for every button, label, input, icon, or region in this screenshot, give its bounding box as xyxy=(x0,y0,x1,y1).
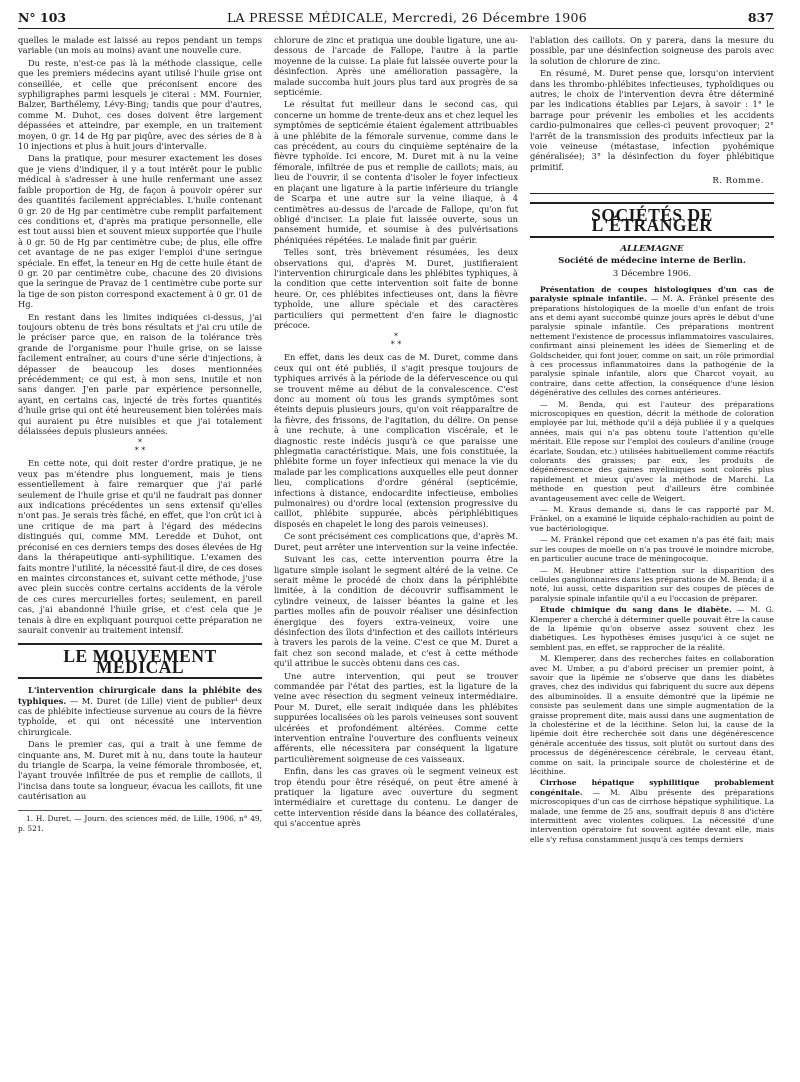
paragraph: l'ablation des caillots. On y parera, dans la mesure du possible, par une désinfection soigneuse des parois avec la solution de chlorure de zinc. xyxy=(530,35,774,66)
column-1 xyxy=(18,35,262,1075)
report-item: — M. Benda, qui est l'auteur des préparations microscopiques en question, décrit la méthode de coloration employée par lui, méthode qu'il a déjà publiée il y a quelques années, mais qui n'a pas obtenu toute l'attention qu'elle méritait. Elle repose sur l'emploi des couleurs d'aniline (rouge écarlate, Soudan, etc.) utilisées habituellement comme réactifs colorants des graisses; par eux, les produits de dégénérescence des gaines myéliniques sont colorés plus rapidement et mieux qu'avec la méthode de Marchi. La méthode en question peut d'ailleurs être combinée avantageusement avec celle de Weigert. xyxy=(530,399,774,503)
article-intro xyxy=(18,685,262,737)
report-title: Etude chimique du sang dans le diabète. xyxy=(540,605,732,615)
paragraph: Le résultat fut meilleur dans le second cas, qui concerne un homme de trente-deux ans et chez lequel les symptômes de septicémie étaient également attribuables à une phlébite de la fémorale survenue, comme dans le cas précédent, au cours du cinquième septénaire de la fièvre typhoïde. Ici encore, M. Duret mit à nu la veine fémorale, infiltrée de pus et remplie de caillots; mais, au lieu de l'ouvrir, il se contenta d'isoler le foyer infectieux en plaçant une ligature à la partie inférieure du triangle de Scarpa et une autre sur la veine iliaque, à 4 centimètres au-dessus de l'arcade de Fallope, qu'on fut obligé d'inciser. La plaie fut laissée ouverte, sous un pansement humide, et soumise à des pulvérisations phéniquées répétées. Le malade finit par guérir. xyxy=(274,99,518,245)
report-item: — M. Heubner attire l'attention sur la disparition des cellules ganglionnaires dans les préparations de M. Benda; il a noté, lui aussi, cette disparition sur des coupes de pièces de paralysie spinale infantile qu'il a eu l'occasion de préparer. xyxy=(530,565,774,603)
article-lead: — M. Duret (de Lille) vient de publier¹ deux cas de phlébite infectieuse survenue au cours de la fièvre typhoïde, et qui ont nécessité une intervention chirurgicale. xyxy=(18,695,262,737)
report-title: Présentation de coupes histologiques d'un cas de paralysie spinale infantile. xyxy=(530,284,774,304)
asterism-divider: * * * xyxy=(390,332,402,350)
page-folio: 837 xyxy=(747,10,774,25)
footnote: 1. H. Duret. — Journ. des sciences méd. de Lille, 1906, n° 49, p. 521. xyxy=(18,810,262,835)
report-item: M. Klemperer, dans des recherches faites en collaboration avec M. Umber, a pu d'abord préciser un premier point, à savoir que la lipémie ne s'observe que dans les diabètes graves, chez des individus qui fabriquent du sucre aux dépens des albuminoïdes. Il a ensuite démontré que la lipémie ne consiste pas seulement dans une simple augmentation de la graisse proprement dite, mais aussi dans une augmentation de la cholestérine et de la lécithine. Selon lui, la cause de la lipémie doit être recherchée soit dans une dégénérescence générale accentuée des tissus, soit plutôt ou surtout dans des processus de dégénérescence cérébrale, le cerveau étant, comme on sait, la principale source de cholestérine et de lécithine. xyxy=(530,654,774,777)
report-item: Présentation de coupes histologiques d'un cas de paralysie spinale infantile. — M. A. Fränkel présente des préparations histologiques de la moelle d'un enfant de trois ans et demi ayant succombé quinze jours après le début d'une paralysie spinale infantile. Ces préparations montrent nettement l'existence de processus inflammatoires vasculaires, confirmant ainsi pleinement les idées de Siemerling et de Goldscheider, qui font jouer, comme on sait, un rôle primordial à ces processus inflammatoires dans la pathogénie de la paralysie spinale infantile, alors que Charcot voyait, au contraire, dans cette affection, la conséquence d'une lésion dégénérative des cellules des cornes antérieures. xyxy=(530,284,774,398)
paragraph: Ce sont précisément ces complications que, d'après M. Duret, peut arrêter une intervention sur la veine infectée. xyxy=(274,531,518,552)
article-title: L'intervention chirurgicale dans la phlébite des typhiques. xyxy=(18,685,262,706)
paragraph: Suivant les cas, cette intervention pourra être la ligature simple isolant le segment altéré de la veine. Ce serait même le procédé de choix dans la périphlébite limitée, à la condition de découvrir suffisamment le cylindre veineux, de laisser béantes la gaine et les parties molles afin de pouvoir réaliser une désinfection énergique des foyers extra-veineux, voire une désinfection des îlots d'infection et des caillots intérieurs à travers les parois de la veine. C'est ce que M. Duret a fait chez son second malade, et c'est à cette méthode qu'il attribue le succès obtenu dans ces cas. xyxy=(274,554,518,669)
paragraph: En résumé, M. Duret pense que, lorsqu'on intervient dans les thrombo-phlébites infectieuses, typhoïdiques ou autres, le choix de l'intervention devra être déterminé par les indications établies par Lejars, à savoir : 1° le barrage pour prévenir les embolies et les accidents cardio-pulmonaires que celles-ci peuvent provoquer; 2° l'arrêt de la transmission des produits infectieux par la voie veineuse (métastase, infection pyohémique généralisée); 3° la désinfection du foyer phlébitique primitif. xyxy=(530,68,774,172)
section-heading-mouvement-medical: LE MOUVEMENT MÉDICAL xyxy=(18,643,262,679)
paragraph: Telles sont, très brièvement résumées, les deux observations qui, d'après M. Duret, justifieraient l'intervention chirurgicale dans les phlébites typhiques, à la condition que cette intervention soit faite de bonne heure. Or, ces phlébites infectieuses ont, dans la fièvre typhoïde, une allure spéciale et des caractères particuliers qui permettent d'en faire le diagnostic précoce. xyxy=(274,247,518,330)
paragraph: Du reste, n'est-ce pas là la méthode classique, celle que les premiers médecins ayant utilisé l'huile grise ont conseillée, et celle que préconisent encore des syphiligraphes parmi lesquels je citerai : MM. Fournier, Balzer, Barthélemy, Lévy-Bing; tandis que pour d'autres, comme M. Duhot, ces doses doivent être largement dépassées et atteindre, par exemple, en un traitement moyen, 0 gr. 14 de Hg par piqûre, avec des séries de 8 à 10 injections et plus à huit jours d'intervalle. xyxy=(18,57,262,152)
report-item: Etude chimique du sang dans le diabète. — M. G. Klemperer a cherché à déterminer quelle pouvait être la cause de la lipémie qu'on observe assez souvent chez les diabétiques. Les hypothèses émises jusqu'ici à ce sujet ne semblent pas, en effet, se rapprocher de la réalité. xyxy=(530,605,774,652)
column-3 xyxy=(530,35,774,1075)
running-header xyxy=(18,10,774,29)
rule-divider xyxy=(530,193,774,194)
paragraph: Dans la pratique, pour mesurer exactement les doses que je viens d'indiquer, il y a tout intérêt pour le public médical à s'adresser à une huile renfermant une assez faible proportion de Hg, de façon à pouvoir opérer sur des quantités facilement appréciables. L'huile contenant 0 gr. 20 de Hg par centimètre cube remplit parfaitement ces conditions et, d'après ma pratique personnelle, elle est tout aussi bien et souvent mieux supportée que l'huile à 0 gr. 50 de Hg par centimètre cube; de plus, elle offre cet avantage de ne pas exiger l'emploi d'une seringue spéciale. En effet, la teneur en Hg de cette huile étant de 0 gr. 20 par centimètre cube, chacune des 20 divisions que la seringue de Pravaz de 1 centimètre cube porte sur la tige de son piston correspond exactement à 0 gr. 01 de Hg. xyxy=(18,153,262,310)
paragraph: quelles le malade est laissé au repos pendant un temps variable (un mois au moins) avant une nouvelle cure. xyxy=(18,35,262,56)
report-title: Cirrhose hépatique syphilitique probablement congénitale. xyxy=(530,778,774,797)
paragraph: Enfin, dans les cas graves où le segment veineux est trop étendu pour être réséqué, on peut être amené à pratiquer la ligature avec ouverture du segment intermédiaire et curettage du contenu. Le danger de cette intervention réside dans la béance des collatérales, qui s'accentue après xyxy=(274,766,518,829)
author-signature: R. Romme. xyxy=(712,176,764,187)
paragraph: En cette note, qui doit rester d'ordre pratique, je ne veux pas m'étendre plus longuement, mais je tiens essentiellement à faire remarquer que j'ai parlé seulement de l'huile grise et qu'il ne faudrait pas donner aux indications précédentes un sens extensif qu'elles n'ont pas. Je serais très fâché, en effet, que l'on crût ici à une critique de ma part à l'égard des médecins distingués qui, comme MM. Leredde et Duhot, ont préconisé en ces derniers temps des doses élevées de Hg dans la thérapeutique anti-syphilitique. L'examen des faits montre l'utilité, la nécessité faut-il dire, de ces doses en maintes circonstances et, suivant cette méthode, j'use avec plein succès contre certains accidents de la vérole de ces cures mercurielles fortes; seulement, en pareil cas, j'ai abandonné l'huile grise, et c'est cela que je tenais à dire en expliquant pourquoi cette préparation ne saurait convenir au traitement intensif. xyxy=(18,458,262,635)
society-heading: Société de médecine interne de Berlin. xyxy=(558,255,746,266)
asterism-divider: * * * xyxy=(134,438,146,456)
paragraph: chlorure de zinc et pratiqua une double ligature, une au-dessous de l'arcade de Fallope, l'autre à la partie moyenne de la cuisse. La plaie fut laissée ouverte pour la désinfection. Après une amélioration passagère, la malade succomba huit jours plus tard aux progrès de sa septicémie. xyxy=(274,35,518,98)
paragraph: Dans le premier cas, qui a trait à une femme de cinquante ans, M. Duret mit à nu, dans toute la hauteur du triangle de Scarpa, la veine fémorale thrombosée, et, l'ayant trouvée infiltrée de pus et remplie de caillots, il l'incisa dans toute sa longueur, évacua les caillots, fit une cautérisation au xyxy=(18,739,262,802)
country-heading: ALLEMAGNE xyxy=(620,243,684,254)
session-date: 3 Décembre 1906. xyxy=(612,268,692,279)
report-item: — M. Fränkel répond que cet examen n'a pas été fait; mais sur les coupes de moelle on n'a pas trouvé le moindre microbe, en particulier aucune trace de méningocoque. xyxy=(530,535,774,564)
issue-number: N° 103 xyxy=(18,10,67,25)
paragraph: Une autre intervention, qui peut se trouver commandée par l'état des parties, est la ligature de la veine avec résection du segment veineux intermédiaire. Pour M. Duret, elle serait indiquée dans les phlébites suppurées localisées où les parois veineuses sont souvent ulcérées et profondément altérées. Comme cette intervention entraîne l'ouverture des confluents veineux afférents, elle nécessitera par conséquent la ligature particulièrement soigneuse de ces vaisseaux. xyxy=(274,670,518,764)
paragraph: En effet, dans les deux cas de M. Duret, comme dans ceux qui ont été publiés, il s'agit presque toujours de typhiques arrivés à la période de la défervescence ou qui se trouvent même au début de la convalescence. C'est donc au moment où tous les grands symptômes sont éteints depuis plusieurs jours, qu'on voit réapparaître de la fièvre, des frissons, de l'agitation, du délire. On pense à une rechute, à une complication viscérale, et le diagnostic reste indécis jusqu'à ce que paraisse une phlegmatia caractéristique. Mais, une fois constituée, la phlébite forme un foyer infectieux qui menace la vie du malade par les complications auxquelles elle peut donner lieu, complications d'ordre général (septicémie, infections à distance, endocardite infectieuse, embolies pulmonaires) ou d'ordre local (extension progressive du caillot, phlébite suppurée, abcès périphlébitiques disposés en chapelet le long des parois veineuses). xyxy=(274,352,518,529)
paragraph: En restant dans les limites indiquées ci-dessus, j'ai toujours obtenu de très bons résultats et j'ai cru utile de le préciser parce que, en raison de la tolérance très grande de l'organisme pour l'huile grise, on se laisse facilement entraîner, au cours d'une série d'injections, à dépasser de beaucoup les doses mentionnées précédemment; ce qui est, à mon sens, inutile et non sans danger. J'en parle par expérience personnelle, ayant, en certains cas, injecté de très fortes quantités d'huile grise qui ont été heureusement bien tolérées mais qui auraient pu être nuisibles et que j'ai totalement délaissées depuis plusieurs années. xyxy=(18,311,262,437)
report-item: Cirrhose hépatique syphilitique probablement congénitale. — M. Albu présente des préparations microscopiques d'un cas de cirrhose hépatique syphilitique. La malade, une femme de 25 ans, souffrait depuis 8 ans d'ictère intermittent avec violentes coliques. La nécessité d'une intervention opératoire fut souvent agitée devant elle, mais elle s'y refusa constamment jusqu'à ces temps derniers xyxy=(530,778,774,844)
journal-title: LA PRESSE MÉDICALE, Mercredi, 26 Décembre 1906 xyxy=(226,10,588,25)
report-item: — M. Kraus demande si, dans le cas rapporté par M. Fränkel, on a examiné le liquide céphalo-rachidien au point de vue bactériologique. xyxy=(530,505,774,533)
column-2 xyxy=(274,35,518,1075)
section-heading-societes-etranger: SOCIÉTÉS DE L'ÉTRANGER xyxy=(530,202,774,238)
